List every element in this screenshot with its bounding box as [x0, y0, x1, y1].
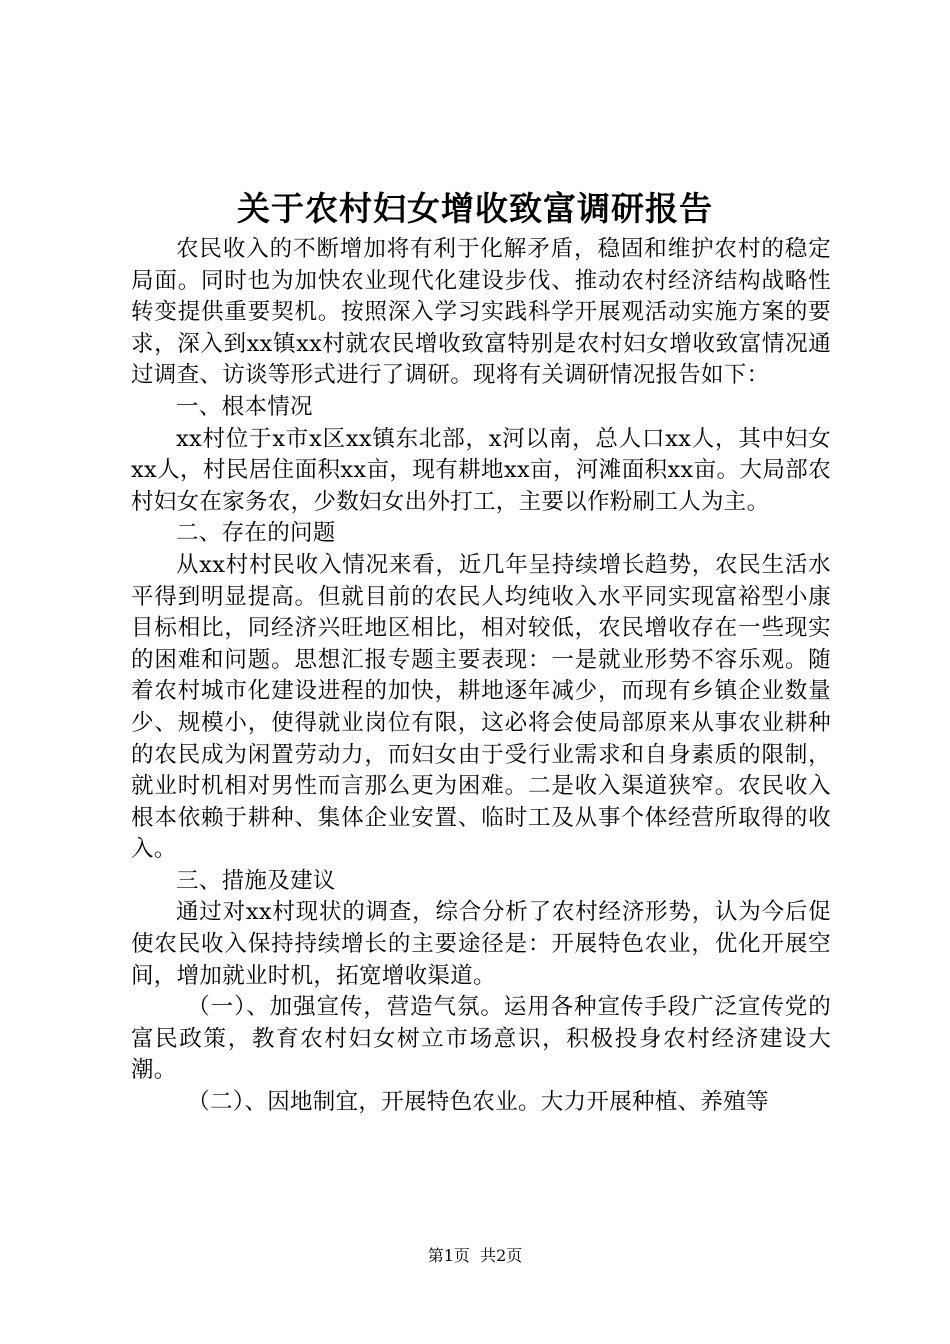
section-heading-measures: 三、措施及建议 [176, 867, 336, 894]
measure-item-2: （二）、因地制宜，开展特色农业。大力开展种植、养殖等 [187, 1089, 769, 1116]
problems-paragraph: 从xx村村民收入情况来看，近几年呈持续增长趋势，农民生活水平得到明显提高。但就目前的农民人均纯收入水平同实现富裕型小康目标相比，同经济兴旺地区相比，相对较低，农民增收存在一些现实的困难和问题。思想汇报专题主要表现：一是就业形势不容乐观。随着农村城市化建设进程的加快，耕地逐年减少，而现有乡镇企业数量少、规模小，使得就业岗位有限，这必将会使局部原来从事农业耕种的农民成为闲置劳动力，而妇女由于受行业需求和自身素质的限制，就业时机相对男性而言那么更为困难。二是收入渠道狭窄。农民收入根本依赖于耕种、集体企业安置、临时工及从事个体经营所取得的收入。 [131, 551, 831, 863]
page-number: 第1页 [427, 1246, 470, 1265]
document-title: 关于农村妇女增收致富调研报告 [237, 189, 713, 228]
document-body [131, 234, 831, 1119]
measure-item-1: （一）、加强宣传，营造气氛。运用各种宣传手段广泛宣传党的富民政策，教育农村妇女树立市场意识，积极投身农村经济建设大潮。 [131, 994, 831, 1084]
section-heading-problems: 二、存在的问题 [176, 520, 336, 547]
section-heading-basic: 一、根本情况 [176, 393, 313, 420]
basic-info-paragraph: xx村位于x市x区xx镇东北部，x河以南，总人口xx人，其中妇女xx人，村民居住面积xx亩，现有耕地xx亩，河滩面积xx亩。大局部农村妇女在家务农，少数妇女出外打工，主要以作粉刷工人为主。 [131, 425, 831, 515]
page-footer [0, 1244, 950, 1268]
intro-paragraph: 农民收入的不断增加将有利于化解矛盾，稳固和维护农村的稳定局面。同时也为加快农业现代化建设步伐、推动农村经济结构战略性转变提供重要契机。按照深入学习实践科学开展观活动实施方案的要求，深入到xx镇xx村就农民增收致富特别是农村妇女增收致富情况通过调查、访谈等形式进行了调研。现将有关调研情况报告如下： [131, 236, 831, 389]
page-total: 共2页 [480, 1246, 523, 1265]
measures-paragraph: 通过对xx村现状的调查，综合分析了农村经济形势，认为今后促使农民收入保持持续增长的主要途径是：开展特色农业，优化开展空间，增加就业时机，拓宽增收渠道。 [131, 899, 831, 989]
